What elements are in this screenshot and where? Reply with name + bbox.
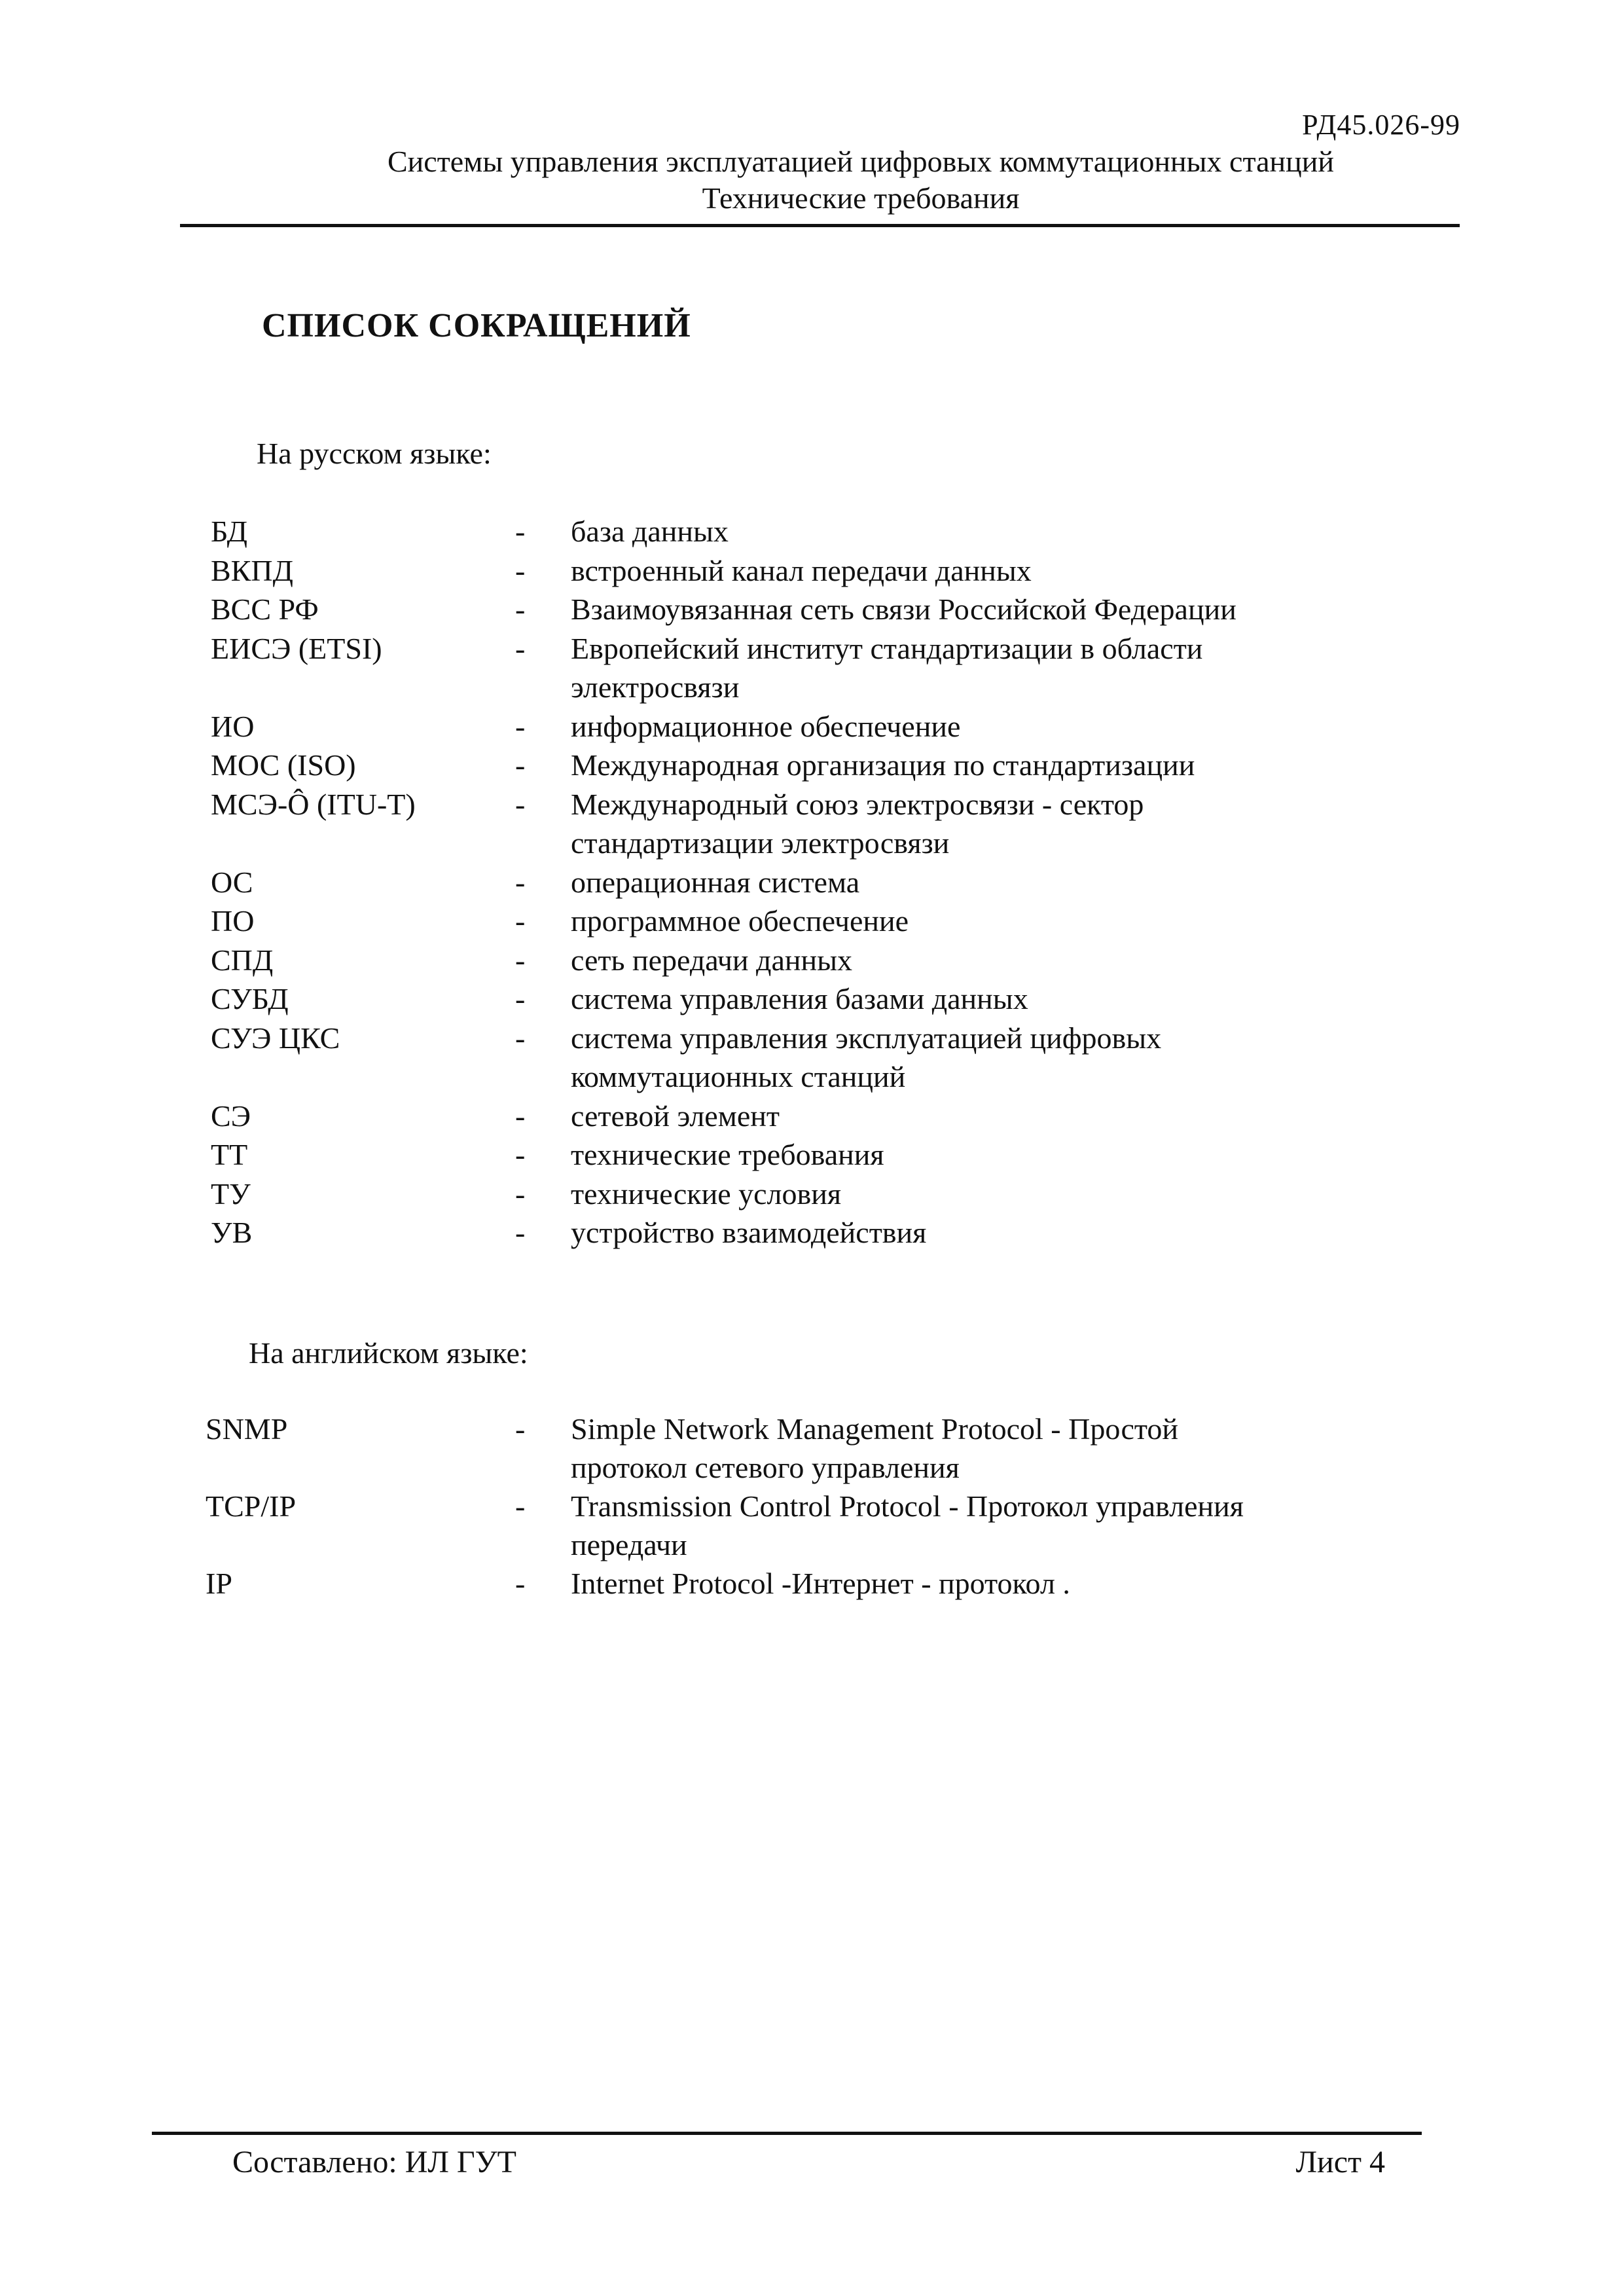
separator-dash: - [515,1567,526,1600]
list-item [211,979,1389,1019]
definition: база данных [571,515,729,548]
abbreviation: ВСС РФ [211,592,319,626]
page-title: СПИСОК СОКРАЩЕНИЙ [262,307,691,344]
separator-dash: - [515,1176,526,1211]
definition: Международный союз электросвязи - сектор стандартизации электросвязи [571,787,1144,860]
abbreviation: ИО [211,709,255,743]
russian-section-label: На русском языке: [257,437,492,470]
abbreviation: СУЭ ЦКС [211,1021,340,1055]
separator-dash: - [515,865,526,899]
definition: Simple Network Management Protocol - Простой протокол сетевого управления [571,1412,1179,1484]
separator-dash: - [515,515,526,548]
separator-dash: - [515,1138,526,1171]
definition: технические требования [571,1138,884,1171]
document-code: РД45.026-99 [1302,109,1460,141]
list-item [206,1564,1384,1603]
definition: Взаимоувязанная сеть связи Российской Федерации [571,592,1236,626]
definition: сетевой элемент [571,1099,780,1133]
abbreviation: СЭ [211,1099,251,1133]
definition: Internet Protocol -Интернет - протокол . [571,1567,1070,1600]
abbreviation: SNMP [206,1412,288,1446]
header-divider [180,224,1460,227]
list-item [211,1175,1389,1214]
definition: программное обеспечение [571,904,909,938]
english-section-label: На английском языке: [249,1336,528,1370]
separator-dash: - [515,943,526,977]
abbreviation: ВКПД [211,553,293,587]
list-item [211,863,1389,902]
footer-author: Составлено: ИЛ ГУТ [232,2145,516,2179]
abbreviation: МСЭ-Ô (ITU-T) [211,787,416,821]
abbreviation: ОС [211,865,253,899]
russian-abbreviation-list [211,512,1389,1252]
abbreviation: МОС (ISO) [211,748,356,782]
header-title: Системы управления эксплуатацией цифровых коммутационных станций [387,145,1334,178]
english-abbreviation-list [206,1410,1384,1603]
list-item [211,1213,1389,1252]
definition: сеть передачи данных [571,943,853,977]
definition: Европейский институт стандартизации в области электросвязи [571,631,1203,704]
definition: система управления базами данных [571,982,1028,1015]
separator-dash: - [515,748,526,782]
abbreviation: СПД [211,943,274,977]
abbreviation: УВ [211,1216,253,1249]
definition: информационное обеспечение [571,709,961,743]
separator-dash: - [515,904,526,938]
list-item [211,902,1389,941]
list-item [211,1019,1389,1097]
list-item [211,941,1389,980]
abbreviation: ЕИСЭ (ETSI) [211,631,382,665]
list-item [211,590,1389,629]
footer-page-number: Лист 4 [1295,2145,1385,2179]
abbreviation: IP [206,1567,232,1600]
list-item [211,512,1389,551]
list-item [206,1487,1384,1564]
separator-dash: - [515,553,526,587]
definition: Международная организация по стандартизации [571,748,1195,782]
separator-dash: - [515,1489,526,1523]
abbreviation: БД [211,515,248,548]
separator-dash: - [515,1216,526,1249]
separator-dash: - [515,787,526,821]
list-item [211,746,1389,785]
separator-dash: - [515,1412,526,1446]
footer-divider [152,2132,1422,2135]
abbreviation: ТТ [211,1138,248,1171]
abbreviation: ТУ [211,1176,251,1211]
definition: система управления эксплуатацией цифровых коммутационных станций [571,1021,1162,1093]
list-item [211,1097,1389,1136]
separator-dash: - [515,709,526,743]
list-item [211,707,1389,746]
separator-dash: - [515,982,526,1015]
list-item [211,629,1389,707]
separator-dash: - [515,631,526,665]
abbreviation: СУБД [211,982,289,1015]
abbreviation: ПО [211,904,255,938]
definition: Transmission Control Protocol - Протокол управления передачи [571,1489,1244,1561]
definition: устройство взаимодействия [571,1216,927,1249]
separator-dash: - [515,1021,526,1055]
list-item [211,1135,1389,1175]
abbreviation: TCP/IP [206,1489,297,1523]
separator-dash: - [515,592,526,626]
header-subtitle: Технические требования [702,181,1020,215]
separator-dash: - [515,1099,526,1133]
list-item [206,1410,1384,1487]
list-item [211,785,1389,863]
definition: технические условия [571,1176,842,1211]
list-item [211,551,1389,591]
definition: встроенный канал передачи данных [571,553,1032,587]
definition: операционная система [571,865,860,899]
